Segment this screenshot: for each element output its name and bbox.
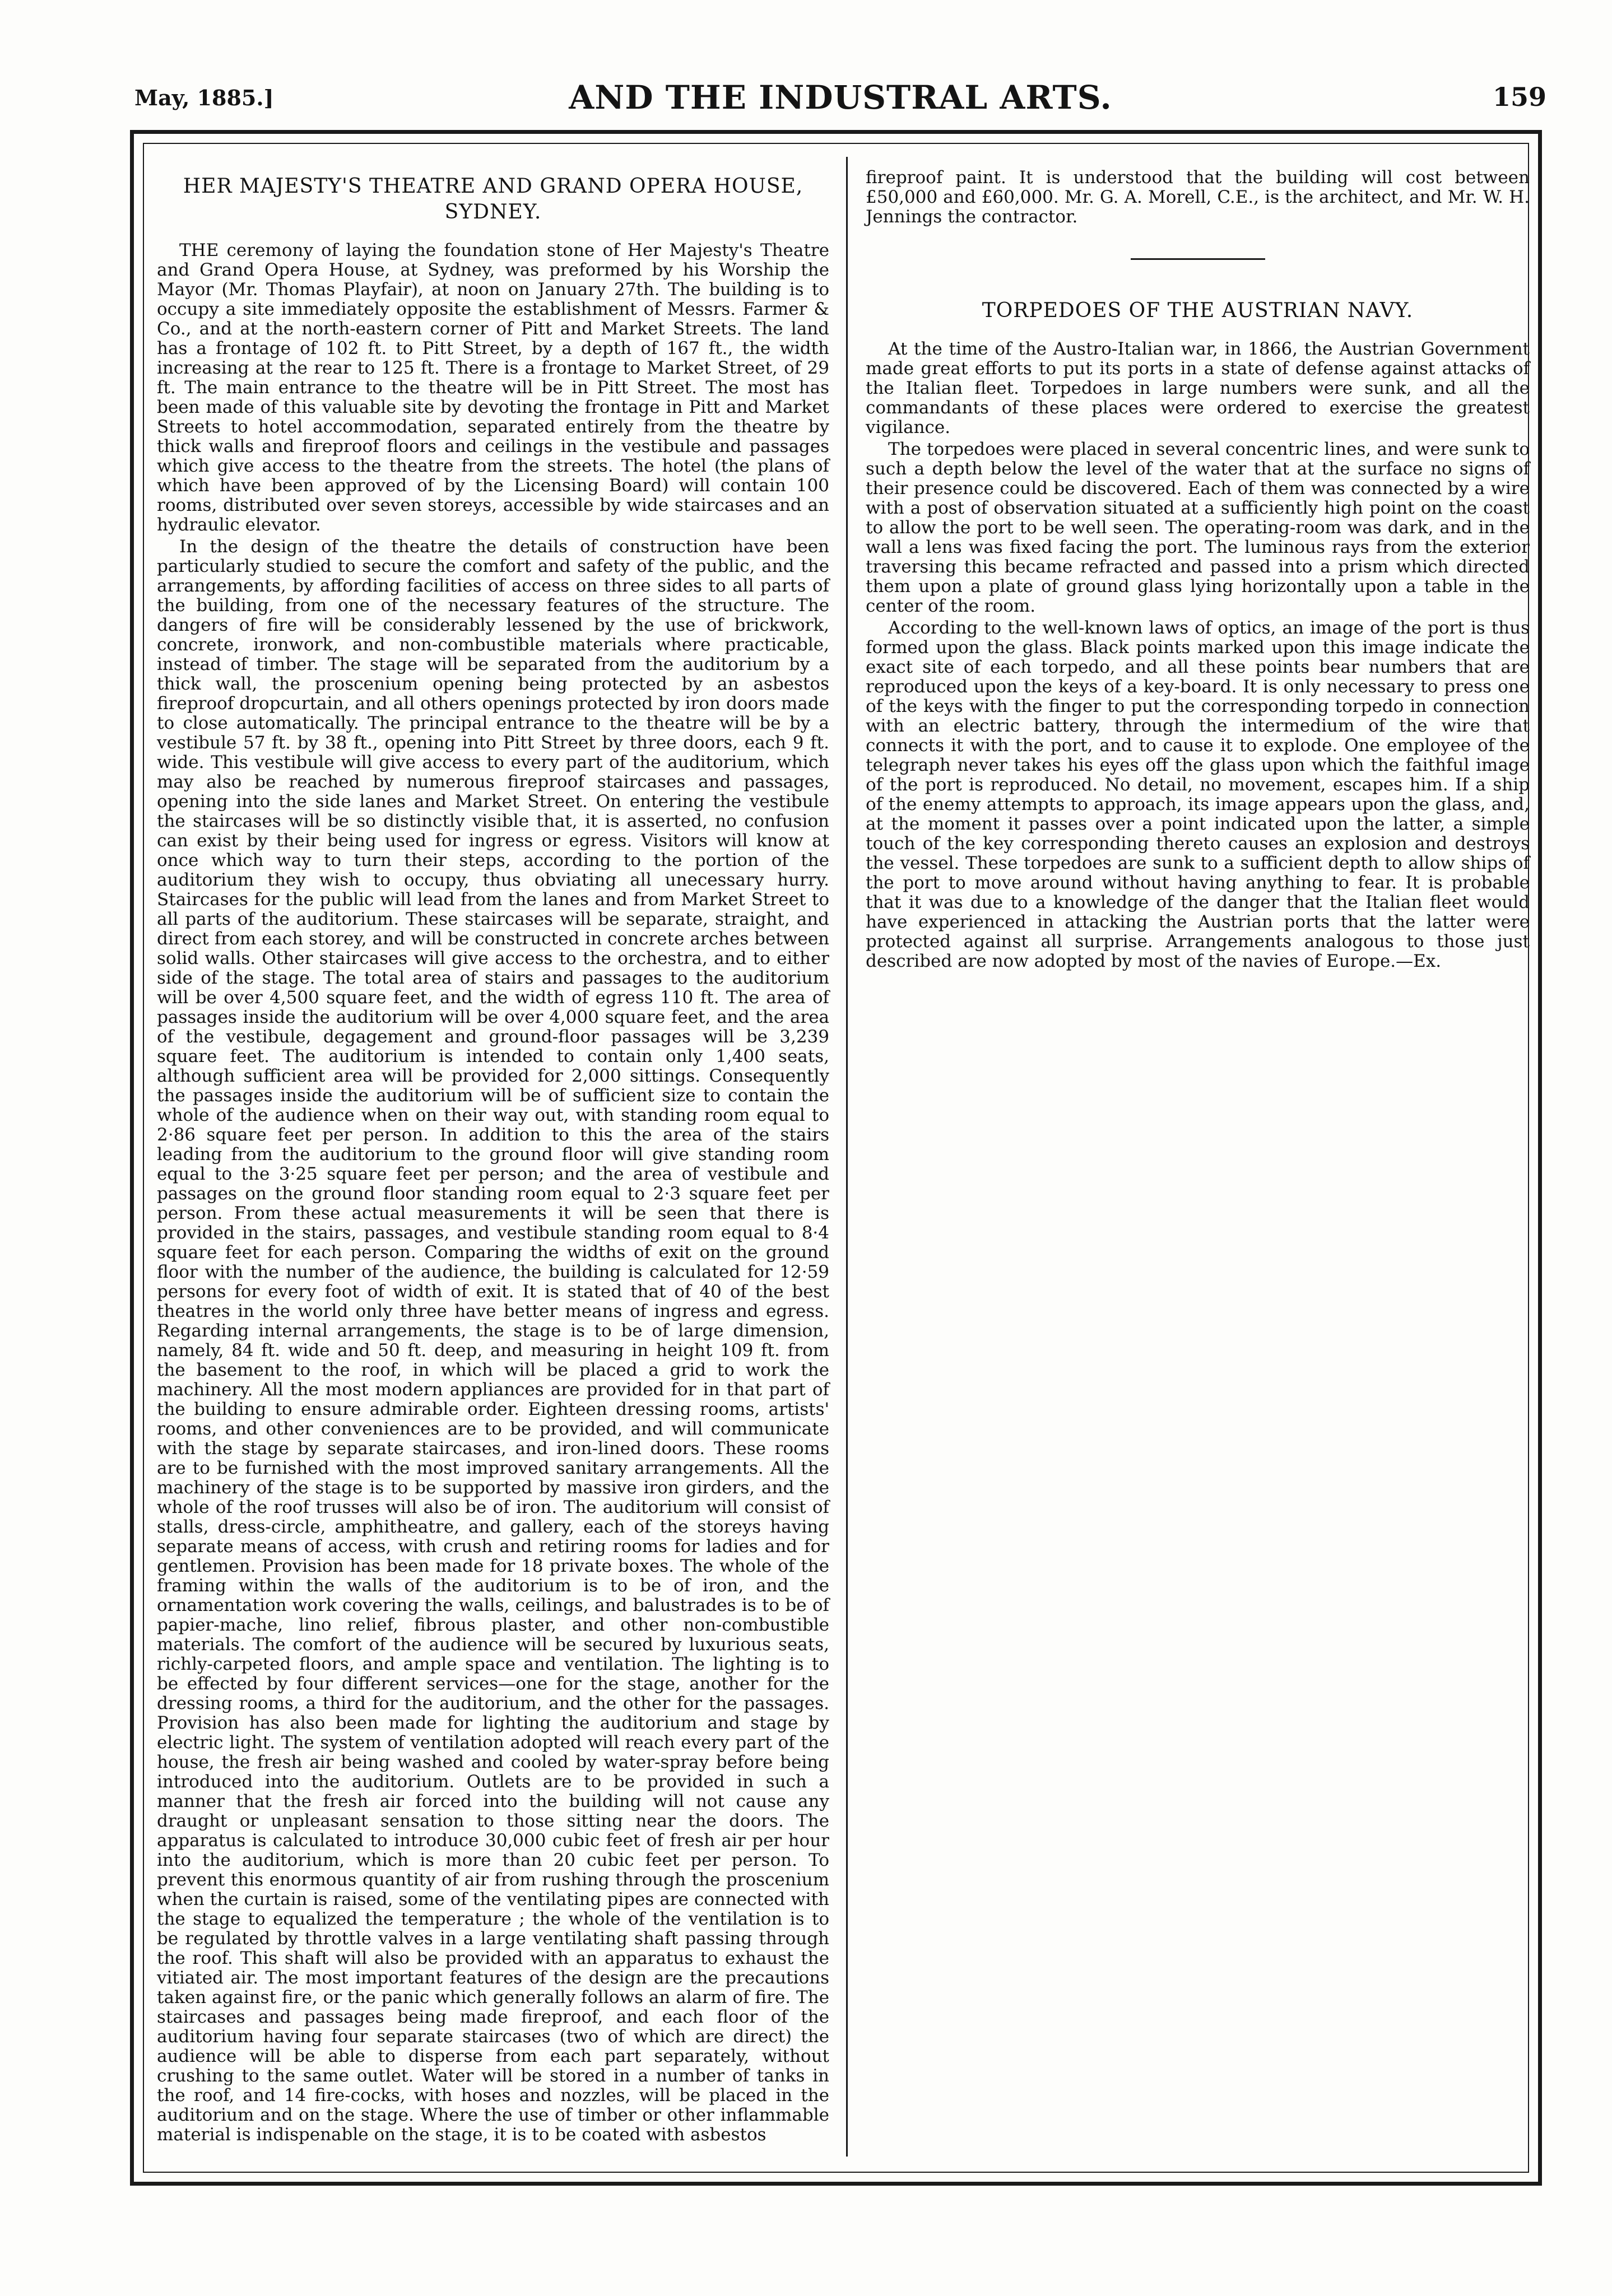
article-paragraph-continued: fireproof paint. It is understood that the building will cost between £50,000 and £60,000. Mr. G. A. Morell, C.E., is the architect, and Mr. W. H. Jennings the contractor. (866, 167, 1530, 227)
right-column (866, 168, 1530, 971)
article-paragraph: The torpedoes were placed in several concentric lines, and were sunk to such a depth below the level of the water that at the surface no signs of their presence could be discovered. Each of them was connected by a wire with a post of observation situated at a sufficiently high point on the coast to allow the port to be well seen. The operating-room was dark, and in the wall a lens was fixed facing the port. The luminous rays from the exterior traversing this became refracted and passed into a prism which directed them upon a plate of ground glass lying horizontally upon a table in the center of the room. (866, 439, 1530, 616)
running-head (134, 78, 1546, 118)
article-paragraph: In the design of the theatre the details of construction have been particularly studied to secure the comfort and safety of the public, and the arrangements, by affording facilities of access on three sides to all parts of the building, from one of the necessary features of the structure. The dangers of fire will be considerably lessened by the use of brickwork, concrete, ironwork, and non-combustible materials where practicable, instead of timber. The stage will be separated from the auditorium by a thick wall, the proscenium opening being protected by an asbestos fireproof dropcurtain, and all others openings protected by iron doors made to close automatically. The principal entrance to the theatre will be by a vestibule 57 ft. by 38 ft., opening into Pitt Street by three doors, each 9 ft. wide. This vestibule will give access to every part of the auditorium, which may also be reached by numerous fireproof staircases and passages, opening into the side lanes and Market Street. On entering the vestibule the staircases will be so distinctly visible that, it is asserted, no confusion can exist by their being used for ingress or egress. Visitors will know at once which way to turn their steps, according to the portion of the auditorium they wish to occupy, thus obviating all unecessary hurry. Staircases for the public will lead from the lanes and from Market Street to all parts of the auditorium. These staircases will be separate, straight, and direct from each storey, and will be constructed in concrete arches between solid walls. Other staircases will give access to the orchestra, and to either side of the stage. The total area of stairs and passages to the auditorium will be over 4,500 square feet, and the width of egress 110 ft. The area of passages inside the auditorium will be over 4,000 square feet, and the area of the vestibule, degagement and ground-floor passages will be 3,239 square feet. The auditorium is intended to contain only 1,400 seats, although sufficient area will be provided for 2,000 sittings. Consequently the passages inside the auditorium will be of sufficient size to contain the whole of the audience when on their way out, with standing room equal to 2·86 square feet per person. In addition to this the area of the stairs leading from the auditorium to the ground floor will give standing room equal to the 3·25 square feet per person; and the area of vestibule and passages on the ground floor standing room equal to 2·3 square feet per person. From these actual measurements it will be seen that there is provided in the stairs, passages, and vestibule standing room equal to 8·4 square feet for each person. Comparing the widths of exit on the ground floor with the number of the audience, the building is calculated for 12·59 persons for every foot of width of exit. It is stated that of 40 of the best theatres in the world only three have better means of ingress and egress. Regarding internal arrangements, the stage is to be of large dimension, namely, 84 ft. wide and 50 ft. deep, and measuring in height 109 ft. from the basement to the roof, in which will be placed a grid to work the machinery. All the most modern appliances are provided for in that part of the building to ensure admirable order. Eighteen dressing rooms, artists' rooms, and other conveniences are to be provided, and will communicate with the stage by separate staircases, and iron-lined doors. These rooms are to be furnished with the most improved sanitary arrangements. All the machinery of the stage is to be supported by massive iron girders, and the whole of the roof trusses will also be of iron. The auditorium will consist of stalls, dress-circle, amphitheatre, and gallery, each of the storeys having separate means of access, with crush and retiring rooms for ladies and for gentlemen. Provision has been made for 18 private boxes. The whole of the framing within the walls of the auditorium is to be of iron, and the ornamentation work covering the walls, ceilings, and balustrades is to be of papier-mache, lino relief, fibrous plaster, and other non-combustible materials. The comfort of the audience will be secured by luxurious seats, richly-carpeted floors, and ample space and ventilation. The lighting is to be effected by four different services—one for the stage, another for the dressing rooms, a third for the auditorium, and the other for the passages. Provision has also been made for lighting the auditorium and stage by electric light. The system of ventilation adopted will reach every part of the house, the fresh air being washed and cooled by water-spray before being introduced into the auditorium. Outlets are to be provided in such a manner that the fresh air forced into the building will not cause any draught or unpleasant sensation to those sitting near the doors. The apparatus is calculated to introduce 30,000 cubic feet of fresh air per hour into the auditorium, which is more than 20 cubic feet per person. To prevent this enormous quantity of air from rushing through the proscenium when the curtain is raised, some of the ventilating pipes are connected with the stage to equalized the temperature ; the whole of the ventilation is to be regulated by throttle valves in a large ventilating shaft passing through the roof. This shaft will also be provided with an apparatus to exhaust the vitiated air. The most important features of the design are the precautions taken against fire, or the panic which generally follows an alarm of fire. The staircases and passages being made fireproof, and each floor of the auditorium having four separate staircases (two of which are direct) the audience will be able to disperse from each part separately, without crushing to the same outlet. Water will be stored in a number of tanks in the roof, and 14 fire-cocks, with hoses and nozzles, will be placed in the auditorium and on the stage. Where the use of timber or other inflammable material is indispenable on the stage, it is to be coated with asbestos (157, 537, 829, 2145)
right-margin-rule (1540, 1602, 1541, 2185)
issue-date: May, 1885.] (134, 85, 274, 110)
article-title-theatre: HER MAJESTY'S THEATRE AND GRAND OPERA HOUSE, SYDNEY. (183, 175, 803, 223)
publication-title: AND THE INDUSTRAL ARTS. (569, 78, 1112, 117)
article-paragraph: THE ceremony of laying the foundation stone of Her Majesty's Theatre and Grand Opera House, at Sydney, was preformed by his Worship the Mayor (Mr. Thomas Playfair), at noon on January 27th. The building is to occupy a site immediately opposite the establishment of Messrs. Farmer & Co., and at the north-eastern corner of Pitt and Market Streets. The land has a frontage of 102 ft. to Pitt Street, by a depth of 167 ft., the width increasing at the rear to 125 ft. There is a frontage to Market Street, of 29 ft. The main entrance to the theatre will be in Pitt Street. The most has been made of this valuable site by devoting the frontage in Pitt and Market Streets to hotel accommodation, separated entirely from the theatre by thick walls and fireproof floors and ceilings in the vestibule and passages which give access to the theatre from the streets. The hotel (the plans of which have been approved of by the Licensing Board) will contain 100 rooms, distributed over seven storeys, accessible by wide staircases and an hydraulic elevator. (157, 240, 829, 535)
page-number: 159 (1492, 82, 1546, 112)
column-divider (846, 157, 848, 2157)
article-paragraph: According to the well-known laws of optics, an image of the port is thus formed upon the glass. Black points marked upon this image indicate the exact site of each torpedo, and all these points bear numbers that are reproduced upon the keys of a key-board. It is only necessary to press one of the keys with the finger to put the corresponding torpedo in connection with an electric battery, through the intermedium of the wire that connects it with the port, and to cause it to explode. One employee of the telegraph never takes his eyes off the glass upon which the faithful image of the port is reproduced. No detail, no movement, escapes him. If a ship of the enemy attempts to approach, its image appears upon the glass, and, at the moment it passes over a point indicated upon the latter, a simple touch of the key corresponding thereto causes an explosion and destroys the vessel. These torpedoes are sunk to a sufficient depth to allow ships of the port to move around without having anything to fear. It is probable that it was due to a knowledge of the danger that the Italian fleet would have experienced in attacking the Austrian ports that the latter were protected against all surprise. Arrangements analogous to those just described are now adopted by most of the navies of Europe.—Ex. (866, 618, 1530, 971)
article-paragraph: At the time of the Austro-Italian war, in 1866, the Austrian Government made great efforts to put its ports in a state of defense against attacks of the Italian fleet. Torpedoes in large numbers were sunk, and all the commandants of these places were ordered to exercise the greatest vigilance. (866, 339, 1530, 437)
torpedo-article (866, 298, 1530, 971)
article-title-torpedoes: TORPEDOES OF THE AUSTRIAN NAVY. (982, 299, 1414, 322)
left-column (157, 168, 829, 2145)
article-separator-rule (1131, 258, 1265, 260)
